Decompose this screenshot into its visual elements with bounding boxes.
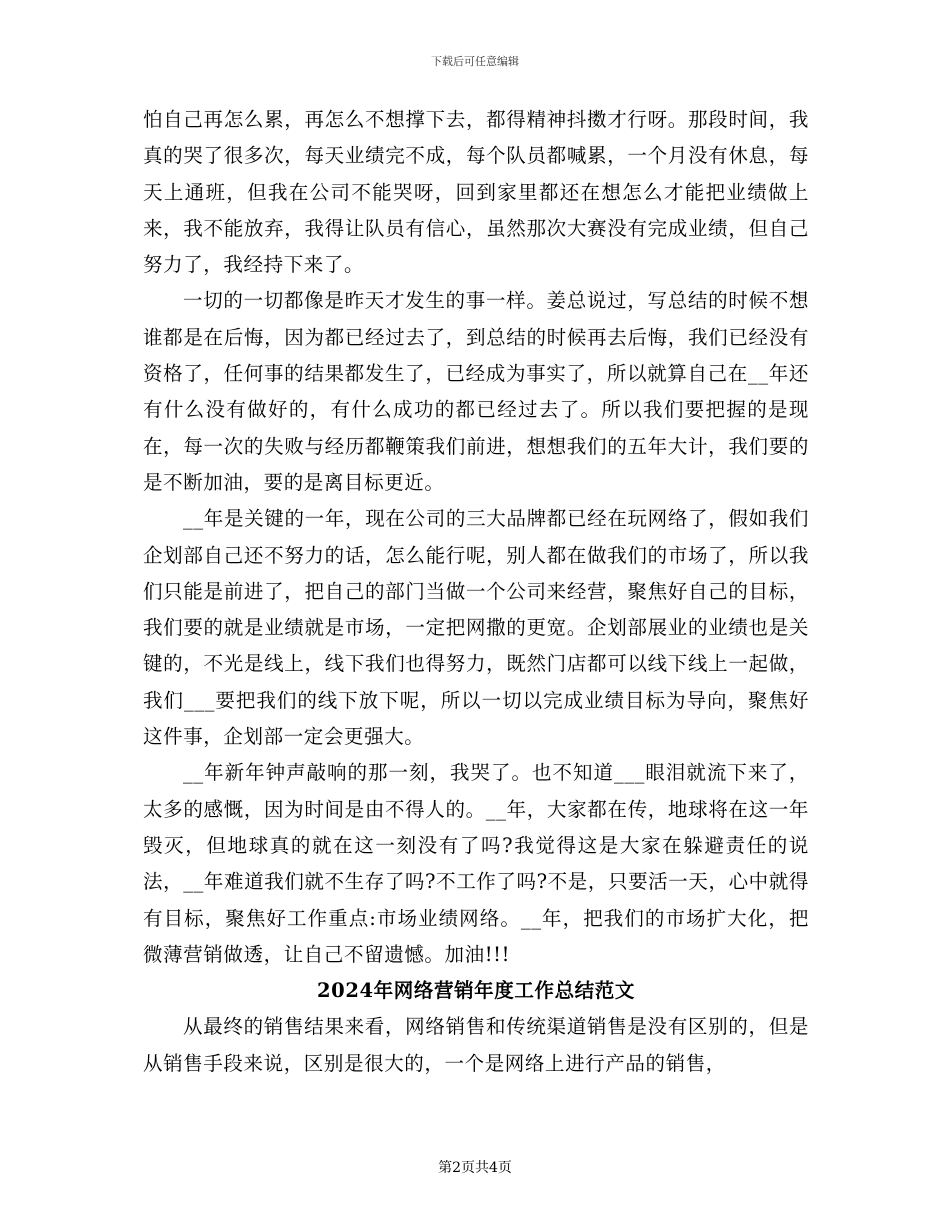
paragraph-3: __年是关键的一年，现在公司的三大品牌都已经在玩网络了，假如我们企划部自己还不努力的话，怎么能行呢，别人都在做我们的市场了，所以我们只能是前进了，把自己的部门当做一个公司来经营，聚焦好自己的目标，我们要的就是业绩就是市场，一定把网撒的更宽。企划部展业的业绩也是关键的，不光是线上，线下我们也得努力，既然门店都可以线下线上一起做，我们___要把我们的线下放下呢，所以一切以完成业绩目标为导向，聚焦好这件事，企划部一定会更强大。: [143, 507, 809, 749]
paragraph-2: 一切的一切都像是昨天才发生的事一样。姜总说过，写总结的时候不想谁都是在后悔，因为都已经过去了，到总结的时候再去后悔，我们已经没有资格了，任何事的结果都发生了，已经成为事实了，所以就算自己在__年还有什么没有做好的，有什么成功的都已经过去了。所以我们要把握的是现在，每一次的失败与经历都鞭策我们前进，想想我们的五年大计，我们要的是不断加油，要的是离目标更近。: [143, 289, 809, 494]
page-header-note: 下载后可任意编辑: [431, 55, 519, 68]
page-number: 第2页共4页: [438, 1160, 512, 1176]
document-body: [143, 102, 809, 1082]
paragraph-1: 怕自己再怎么累，再怎么不想撑下去，都得精神抖擞才行呀。那段时间，我真的哭了很多次，每天业绩完不成，每个队员都喊累，一个月没有休息，每天上通班，但我在公司不能哭呀，回到家里都还在想怎么才能把业绩做上来，我不能放弃，我得让队员有信心，虽然那次大赛没有完成业绩，但自己努力了，我经持下来了。: [143, 108, 809, 277]
section-paragraph: 从最终的销售结果来看，网络销售和传统渠道销售是没有区别的，但是从销售手段来说，区别是很大的，一个是网络上进行产品的销售，: [143, 1015, 809, 1075]
section-title: 2024年网络营销年度工作总结范文: [317, 979, 635, 1003]
paragraph-4: __年新年钟声敲响的那一刻，我哭了。也不知道___眼泪就流下来了，太多的感慨，因为时间是由不得人的。__年，大家都在传，地球将在这一年毁灭，但地球真的就在这一刻没有了吗?我觉得这是大家在躲避责任的说法，__年难道我们就不生存了吗?不工作了吗?不是，只要活一天，心中就得有目标，聚焦好工作重点:市场业绩网络。__年，把我们的市场扩大化，把微薄营销做透，让自己不留遗憾。加油!!!: [143, 761, 809, 966]
